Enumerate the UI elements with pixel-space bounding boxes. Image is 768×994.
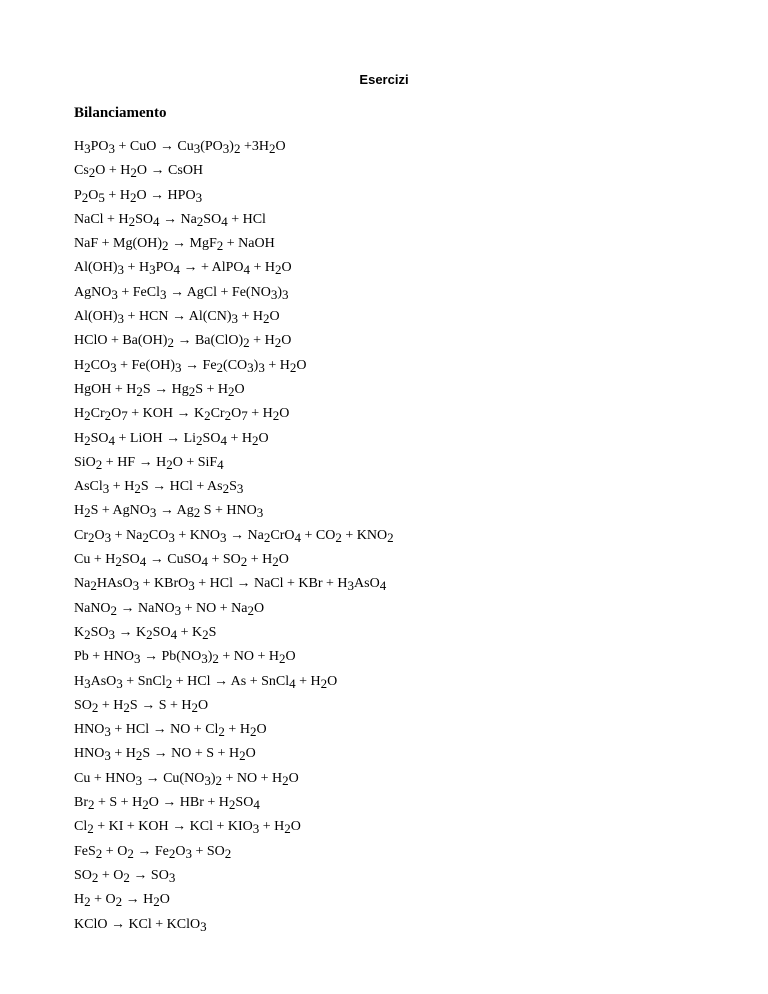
equation: NaNO$_2$ → NaNO$_3$ + NO + $Na_2O$ bbox=[74, 600, 265, 618]
equation: $P_2O_5 + H_2O \to HPO_3$ bbox=[74, 187, 203, 205]
equation: $H_2Cr_2O_7$ + KOH → $K_2Cr_2O_7 + H_2O$ bbox=[74, 406, 290, 424]
equation: KClO → KCl + KClO$_3$ bbox=[74, 916, 207, 934]
page-title: Esercizi bbox=[359, 72, 409, 87]
equation: AgNO$_3$ + FeCl$_3$ → AgCl + $Fe(NO_3)_3$ bbox=[74, 284, 289, 302]
equation: $FeS_2 + O_2 \to Fe_2O_3 + SO_2$ bbox=[74, 843, 232, 861]
equation-list bbox=[74, 139, 394, 941]
equation: $H_2CO_3 + Fe(OH)_3 \to Fe_2(CO_3)_3 + H_2O$ bbox=[74, 357, 307, 375]
equation: AsCl$_3$ + $H_2S$ → HCl + $As_2S_3$ bbox=[74, 479, 244, 497]
equation: NaF + $Mg(OH)_2 \to MgF_2$ + NaOH bbox=[74, 236, 275, 254]
equation: $H_3PO_3$ + CuO → $Cu_3(PO_3)_2 +3H_2O$ bbox=[74, 139, 286, 156]
section-heading: Bilanciamento bbox=[74, 105, 167, 121]
equation: $Al(OH)_3$ + HCN → $Al(CN)_3 + H_2O$ bbox=[74, 309, 280, 327]
equation: $Br_2 + S + H_2O$ → HBr + $H_2SO_4$ bbox=[74, 795, 260, 813]
equation: $HNO_3 + H_2S$ → NO + $S + H_2O$ bbox=[74, 746, 256, 764]
equation: $Na_2HAsO_3$ + KBrO$_3$ + HCl → NaCl + KBr + $H_3AsO_4$ bbox=[74, 576, 387, 594]
equation: $H_2 + O_2 \to H_2O$ bbox=[74, 892, 170, 910]
equation: $SO_2 + H_2S \to S + H_2O$ bbox=[74, 697, 209, 715]
equation: $H_2S$ + AgNO$_3$ → $Ag_2$ $S + HNO_3$ bbox=[74, 503, 264, 521]
equation: $HNO_3$ + HCl → NO + $Cl_2 + H_2O$ bbox=[74, 722, 267, 740]
equation: $Cs_2O + H_2O$ → CsOH bbox=[74, 163, 204, 181]
equation: NaCl + $H_2SO_4 \to Na_2SO_4$ + HCl bbox=[74, 211, 266, 229]
equation: $K_2SO_3 \to K_2SO_4 + K_2S$ bbox=[74, 624, 217, 642]
equation: $Cu + H_2SO_4$ → CuSO$_4$ + $SO_2 + H_2O$ bbox=[74, 552, 289, 570]
equation: $H_2SO_4$ + LiOH → $Li_2SO_4 + H_2O$ bbox=[74, 430, 269, 448]
equation: $Al(OH)_3 + H_3PO_4$ → + AlPO$_4$ + $H_2O$ bbox=[74, 260, 292, 278]
equation: SiO$_2$ + HF → $H_2O + SiF_4$ bbox=[74, 454, 224, 472]
equation: $Cl_2$ + KI + KOH → KCl + $KIO_3 + H_2O$ bbox=[74, 819, 301, 837]
equation: $SO_2 + O_2 \to SO_3$ bbox=[74, 867, 176, 885]
equation: $H_3AsO_3$ + SnCl$_2$ + HCl → As + SnCl$_4$ + $H_2O$ bbox=[74, 673, 338, 691]
equation: HgOH + $H_2S \to Hg_2S + H_2O$ bbox=[74, 381, 245, 399]
equation: $Cr_2O_3 + Na_2CO_3 + KNO_3 \to Na_2CrO_4 + CO_2 + KNO_2$ bbox=[74, 527, 394, 545]
equation: $Cu + HNO_3 \to Cu(NO_3)_2$ + NO + $H_2O$ bbox=[74, 770, 299, 788]
equation: $Pb + HNO_3 \to Pb(NO_3)_2$ + NO + $H_2O$ bbox=[74, 649, 296, 667]
equation: HClO + $Ba(OH)_2 \to Ba(ClO)_2 + H_2O$ bbox=[74, 333, 292, 351]
